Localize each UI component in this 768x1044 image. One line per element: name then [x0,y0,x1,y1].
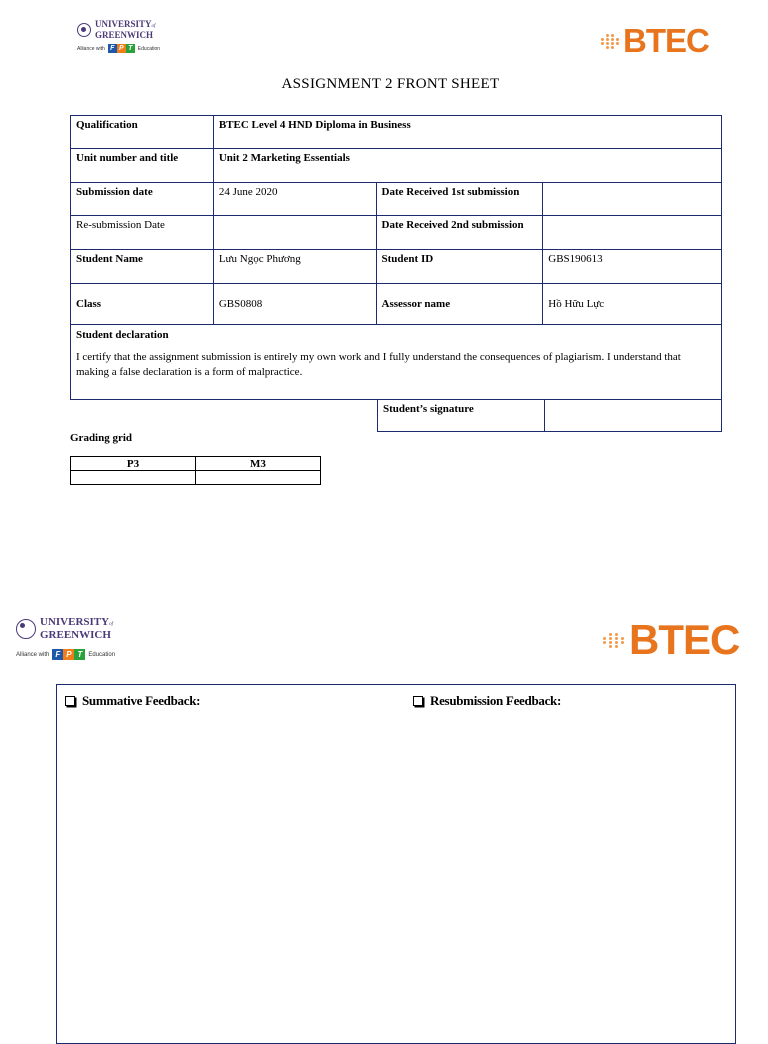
resubmission-date-label: Re-submission Date [71,216,214,250]
student-id-value: GBS190613 [543,250,722,284]
unit-value: Unit 2 Marketing Essentials [213,149,721,183]
date-received-1-value [543,183,722,216]
fpt-letter: F [108,44,117,53]
fpt-letter: P [117,44,126,53]
alliance-suffix: Education [88,651,116,658]
grade-column-p3: P3 [71,457,196,471]
fpt-letter: T [126,44,135,53]
grading-grid [70,456,321,485]
university-crest-icon [77,23,91,37]
signature-field[interactable] [544,400,721,432]
front-sheet-table [70,115,722,400]
submission-date-label: Submission date [71,183,214,216]
btec-wordmark: BTEC [623,22,709,59]
student-name-label: Student Name [71,250,214,284]
declaration-text: I certify that the assignment submission is entirely my own work and I fully understand the consequences of plagiarism. I understand that making a false declaration is a form of malpractice. [76,351,681,378]
btec-dots-icon [601,34,620,49]
summative-feedback-label: Summative Feedback: [82,693,201,708]
grade-cell-p3[interactable] [71,471,196,485]
date-received-2-label: Date Received 2nd submission [376,216,543,250]
submission-date-value: 24 June 2020 [213,183,376,216]
university-word: UNIVERSITY [95,19,152,29]
qualification-value: BTEC Level 4 HND Diploma in Business [213,116,721,149]
declaration-label: Student declaration [76,329,169,341]
fpt-letter: P [63,649,74,660]
unit-label: Unit number and title [71,149,214,183]
page-title: ASSIGNMENT 2 FRONT SHEET [281,76,500,92]
university-word: UNIVERSITY [40,616,110,628]
fpt-letter: T [74,649,85,660]
fpt-letter: F [52,649,63,660]
resubmission-feedback-heading[interactable] [413,693,561,709]
summative-feedback-heading[interactable] [65,693,200,709]
signature-label: Student’s signature [378,400,545,432]
assessor-label: Assessor name [376,284,543,325]
alliance-line [77,44,160,53]
feedback-box [56,684,736,1044]
date-received-2-value [543,216,722,250]
alliance-suffix: Education [137,45,161,52]
university-name: GREENWICH [95,30,154,40]
fpt-logo [108,44,135,53]
btec-logo [601,22,709,60]
resubmission-date-value [213,216,376,250]
university-of: of [109,622,113,627]
university-logo [16,617,115,660]
qualification-label: Qualification [71,116,214,149]
student-name-value: Lưu Ngọc Phương [213,250,376,284]
btec-dots-icon [603,633,626,648]
fpt-logo [52,649,85,660]
university-logo [77,20,160,53]
alliance-prefix: Alliance with [77,45,105,52]
resubmission-feedback-label: Resubmission Feedback: [430,693,561,708]
alliance-line [16,649,115,660]
checkbox-icon[interactable] [65,696,75,706]
university-of: of [151,24,156,29]
btec-wordmark: BTEC [629,616,740,663]
checkbox-icon[interactable] [413,696,423,706]
university-crest-icon [16,619,36,639]
assessor-value: Hồ Hữu Lực [543,284,722,325]
date-received-1-label: Date Received 1st submission [376,183,543,216]
class-value: GBS0808 [213,284,376,325]
declaration-cell [71,325,722,400]
btec-logo [603,616,739,664]
grading-grid-label: Grading grid [70,432,133,444]
class-label: Class [71,284,214,325]
university-name: GREENWICH [40,629,111,641]
student-id-label: Student ID [376,250,543,284]
grade-cell-m3[interactable] [196,471,321,485]
signature-table [377,399,722,432]
alliance-prefix: Alliance with [16,651,50,658]
grade-column-m3: M3 [196,457,321,471]
